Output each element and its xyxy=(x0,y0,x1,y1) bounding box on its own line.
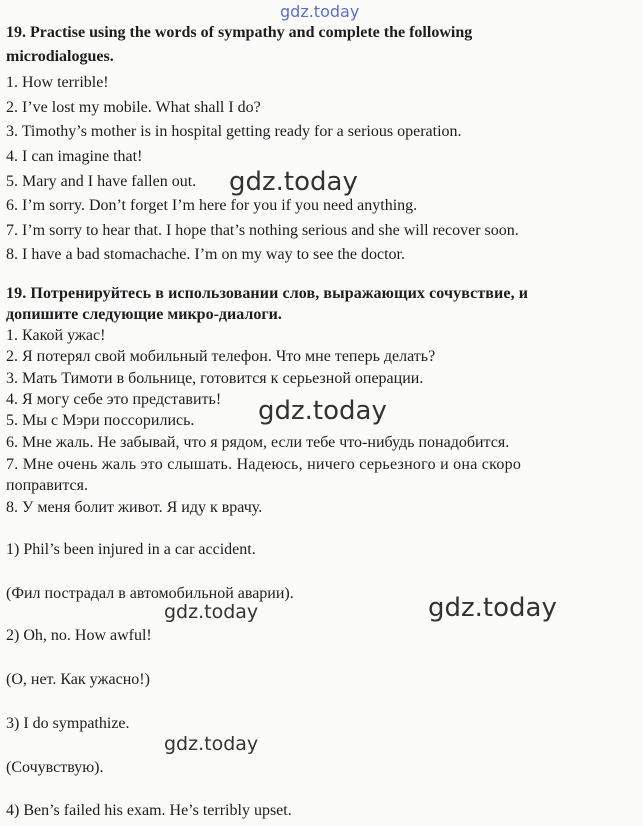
ru-item-6: 6. Мне жаль. Не забывай, что я рядом, если тебе что-нибудь понадобится. xyxy=(6,434,510,451)
ru-item-3: 3. Мать Тимоти в больнице, готовится к серьезной операции. xyxy=(6,370,424,387)
answer-3-ru: (Сочувствую). xyxy=(6,759,104,776)
en-item-6: 6. I’m sorry. Don’t forget I’m here for you if you need anything. xyxy=(6,197,418,214)
watermark-low: gdz.today xyxy=(164,733,259,755)
watermark-mid3: gdz.today xyxy=(164,601,259,623)
answer-3-en: 3) I do sympathize. xyxy=(6,715,130,732)
watermark-mid2: gdz.today xyxy=(258,396,387,426)
ru-item-1: 1. Какой ужас! xyxy=(6,327,106,344)
answer-2-ru: (О, нет. Как ужасно!) xyxy=(6,671,150,688)
en-item-1: 1. How terrible! xyxy=(6,74,109,91)
en-item-5: 5. Mary and I have fallen out. xyxy=(6,173,197,190)
exercise-heading-ru-line2: допишите следующие микро-диалоги. xyxy=(6,306,282,323)
en-item-4: 4. I can imagine that! xyxy=(6,148,143,165)
answer-4-en: 4) Ben’s failed his exam. He’s terribly upset. xyxy=(6,802,292,819)
watermark-top: gdz.today xyxy=(280,2,360,21)
en-item-2: 2. I’ve lost my mobile. What shall I do? xyxy=(6,99,261,116)
watermark-mid1: gdz.today xyxy=(229,167,358,197)
en-item-3: 3. Timothy’s mother is in hospital getting ready for a serious operation. xyxy=(6,123,462,140)
en-item-7: 7. I’m sorry to hear that. I hope that’s nothing serious and she will recover soon. xyxy=(6,222,519,239)
ru-item-4: 4. Я могу себе это представить! xyxy=(6,391,222,408)
ru-item-7-cont: поправится. xyxy=(6,477,88,494)
ru-item-2: 2. Я потерял свой мобильный телефон. Что мне теперь делать? xyxy=(6,348,436,365)
exercise-heading-ru-line1: 19. Потренируйтесь в использовании слов, выражающих сочувствие, и xyxy=(6,285,529,302)
watermark-right: gdz.today xyxy=(428,593,557,623)
ru-item-7: 7. Мне очень жаль это слышать. Надеюсь, ничего серьезного и она скоро xyxy=(6,456,522,473)
ru-item-8: 8. У меня болит живот. Я иду к врачу. xyxy=(6,499,263,516)
answer-1-ru: (Фил пострадал в автомобильной аварии). xyxy=(6,585,294,602)
en-item-8: 8. I have a bad stomachache. I’m on my way to see the doctor. xyxy=(6,246,405,263)
exercise-heading-en-line1: 19. Practise using the words of sympathy and complete the following xyxy=(6,24,473,41)
answer-1-en: 1) Phil’s been injured in a car accident. xyxy=(6,541,256,558)
exercise-heading-en-line2: microdialogues. xyxy=(6,48,114,65)
ru-item-5: 5. Мы с Мэри поссорились. xyxy=(6,412,195,429)
answer-2-en: 2) Oh, no. How awful! xyxy=(6,627,152,644)
